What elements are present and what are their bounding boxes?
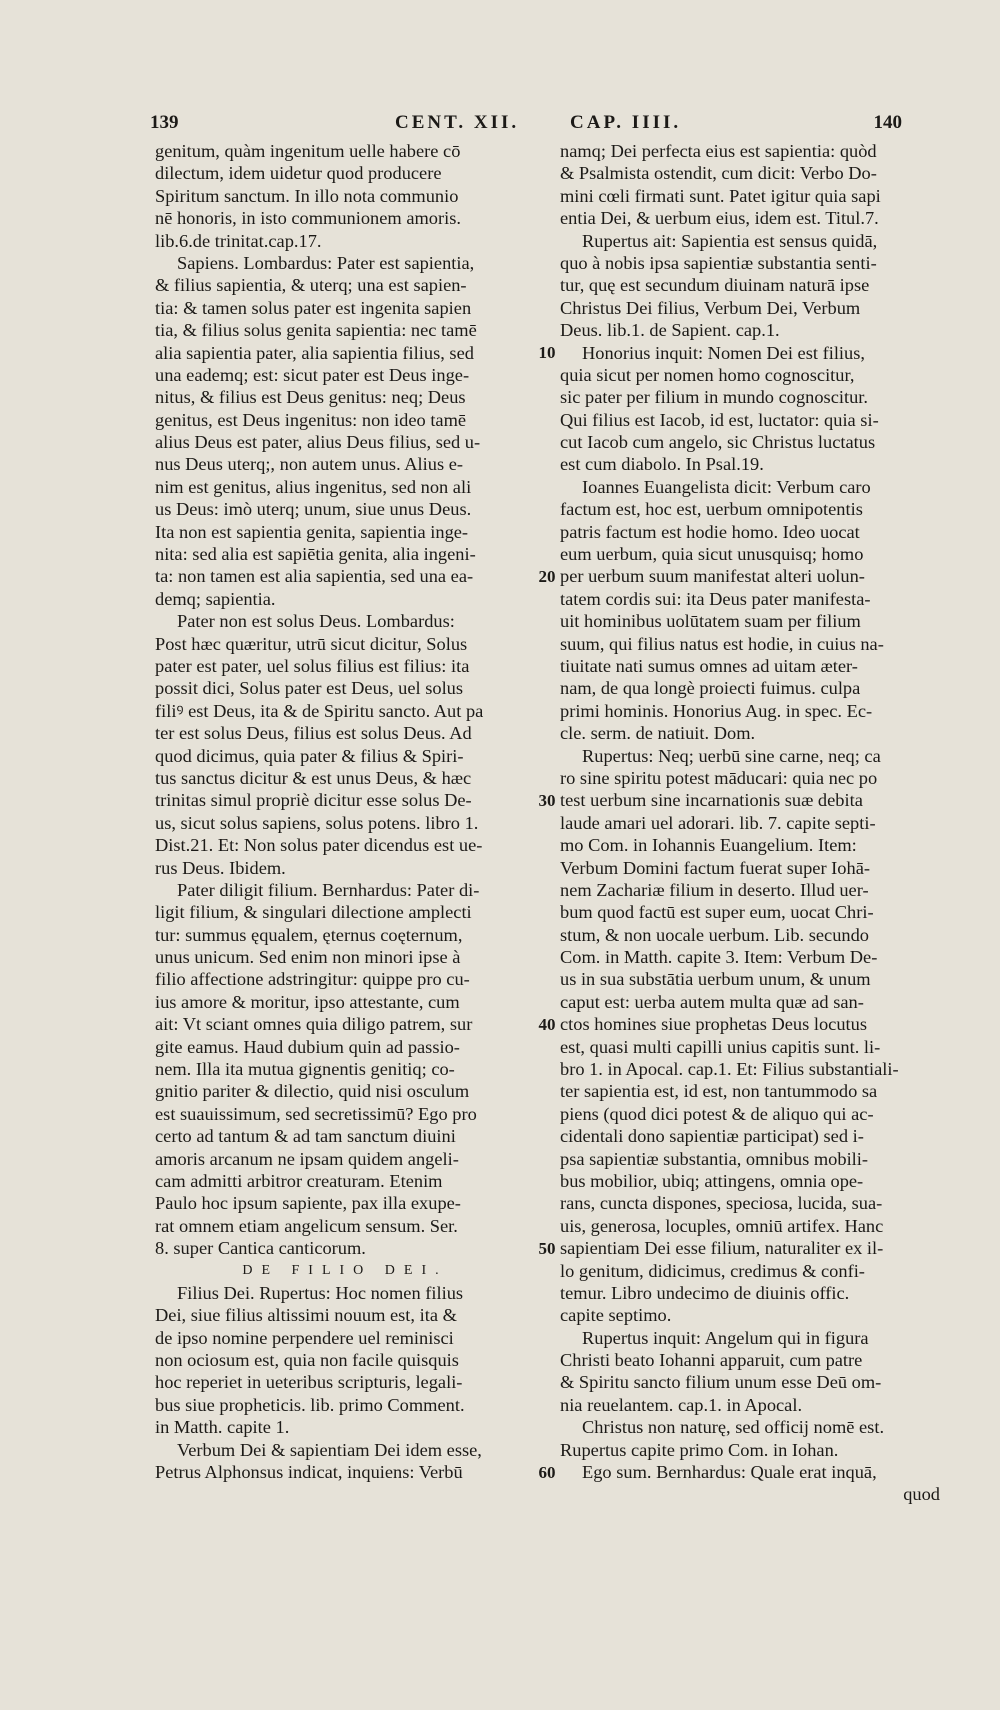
text-line: in Matth. capite 1. xyxy=(155,1417,290,1438)
text-line: filio affectione adstringitur: quippe pro cu- xyxy=(155,969,470,990)
text-line: non ociosum est, quia non facile quisquis xyxy=(155,1350,459,1371)
text-line: & Psalmista ostendit, cum dicit: Verbo Do- xyxy=(560,163,877,184)
text-line: 8. super Cantica canticorum. xyxy=(155,1238,366,1259)
section-heading: DE FILIO DEI. xyxy=(242,1262,448,1278)
text-line: us in sua substātia uerbum unum, & unum xyxy=(560,969,871,990)
text-line: nus Deus uterq;, non autem unus. Alius e- xyxy=(155,454,464,475)
page-header xyxy=(150,112,902,142)
text-line: est cum diabolo. In Psal.19. xyxy=(560,454,764,475)
text-line: nim est genitus, alius ingenitus, sed non ali xyxy=(155,476,472,497)
text-line: us Deus: imò uterq; unum, siue unus Deus. xyxy=(155,499,472,520)
page-number-left: 139 xyxy=(150,112,179,133)
text-line: est suauissimum, sed secretissimū? Ego pro xyxy=(155,1103,477,1124)
text-line: bro 1. in Apocal. cap.1. Et: Filius substantiali- xyxy=(560,1059,899,1080)
text-line: Verbum Domini factum fuerat super Iohā- xyxy=(560,857,870,878)
text-line: Sapiens. Lombardus: Pater est sapientia, xyxy=(177,252,475,273)
text-line: temur. Libro undecimo de diuinis offic. xyxy=(560,1282,850,1303)
text-line: entia Dei, & uerbum eius, idem est. Titul.7. xyxy=(560,208,879,229)
text-line: nem. Illa ita mutua gignentis genitiq; co- xyxy=(155,1059,455,1080)
text-line: sic pater per filium in mundo cognoscitur. xyxy=(560,387,868,408)
text-line: ter sapientia est, id est, non tantummodo sa xyxy=(560,1081,878,1102)
text-line: genitum, quàm ingenitum uelle habere cō xyxy=(155,141,461,161)
text-line: possit dici, Solus pater est Deus, uel solus xyxy=(155,678,464,699)
text-line: Petrus Alphonsus indicat, inquiens: Verbū xyxy=(155,1462,463,1483)
margin-line-number: 20 xyxy=(538,566,556,586)
text-line: quo à nobis ipsa sapientiæ substantia senti- xyxy=(560,252,877,273)
text-line: amoris arcanum ne ipsam quidem angeli- xyxy=(155,1148,459,1169)
right-text-column xyxy=(560,140,940,1506)
text-line: quia sicut per nomen homo cognoscitur, xyxy=(560,364,855,385)
text-line: caput est: uerba autem multa quæ ad san- xyxy=(560,991,864,1012)
text-line: patris factum est hodie homo. Ideo uocat xyxy=(560,521,860,542)
text-line: Post hæc quæritur, utrū sicut dicitur, Solus xyxy=(155,633,468,654)
text-line: nia reuelantem. cap.1. in Apocal. xyxy=(560,1394,803,1415)
text-line: eum uerbum, quia sicut unusquisq; homo xyxy=(560,544,864,565)
text-line: uit hominibus uolūtatem suam per filium xyxy=(560,611,861,632)
margin-line-number: 50 xyxy=(538,1238,556,1258)
text-line: mini cœli firmati sunt. Patet igitur quia sapi xyxy=(560,185,881,206)
text-line: tatem cordis sui: ita Deus pater manifesta- xyxy=(560,588,871,609)
text-line: per uerbum suum manifestat alteri uolun- xyxy=(560,566,865,587)
text-line: filiꝰ est Deus, ita & de Spiritu sancto. Aut pa xyxy=(155,700,484,721)
text-line: demq; sapientia. xyxy=(155,588,276,609)
text-line: lo genitum, didicimus, credimus & confi- xyxy=(560,1260,865,1281)
text-line: Rupertus ait: Sapientia est sensus quidā, xyxy=(582,230,878,251)
text-line: tus sanctus dicitur & est unus Deus, & hæc xyxy=(155,767,472,788)
text-line: cam admitti arbitror creaturam. Etenim xyxy=(155,1170,443,1191)
text-line: namq; Dei perfecta eius est sapientia: quòd xyxy=(560,141,877,161)
text-line: gnitio pariter & dilectio, quid nisi osculum xyxy=(155,1081,470,1102)
text-line: nem Zachariæ filium in deserto. Illud uer- xyxy=(560,879,869,900)
text-line: una eademq; est: sicut pater est Deus inge- xyxy=(155,364,470,385)
text-line: cle. serm. de natiuit. Dom. xyxy=(560,723,756,744)
text-line: factum est, hoc est, uerbum omnipotentis xyxy=(560,499,863,520)
text-line: de ipso nomine perpendere uel reminisci xyxy=(155,1327,454,1348)
text-line: test uerbum sine incarnationis suæ debita xyxy=(560,790,863,811)
text-line: piens (quod dici potest & de aliquo qui ac- xyxy=(560,1103,874,1124)
text-line: ait: Vt sciant omnes quia diligo patrem, sur xyxy=(155,1014,473,1035)
text-line: Ioannes Euangelista dicit: Verbum caro xyxy=(582,476,871,497)
left-text-column xyxy=(155,140,535,1483)
text-line: ctos homines siue prophetas Deus locutus xyxy=(560,1014,867,1035)
text-line: primi hominis. Honorius Aug. in spec. Ec- xyxy=(560,700,873,721)
text-line: lib.6.de trinitat.cap.17. xyxy=(155,230,322,251)
text-line: tia: & tamen solus pater est ingenita sapien xyxy=(155,297,472,318)
text-line: psa sapientiæ substantia, omnibus mobili- xyxy=(560,1148,869,1169)
text-line: ius amore & moritur, ipso attestante, cum xyxy=(155,991,460,1012)
text-line: rat omnem etiam angelicum sensum. Ser. xyxy=(155,1215,458,1236)
text-line: gite eamus. Haud dubium quin ad passio- xyxy=(155,1036,460,1057)
text-line: Filius Dei. Rupertus: Hoc nomen filius xyxy=(177,1282,464,1303)
margin-line-number: 10 xyxy=(538,342,556,362)
text-line: & filius sapientia, & uterq; una est sapien- xyxy=(155,275,467,296)
text-line: alius Deus est pater, alius Deus filius, sed u- xyxy=(155,432,481,453)
text-line: Deus. lib.1. de Sapient. cap.1. xyxy=(560,320,780,341)
text-line: bus siue propheticis. lib. primo Comment. xyxy=(155,1394,465,1415)
margin-line-number: 60 xyxy=(538,1462,556,1482)
text-line: capite septimo. xyxy=(560,1305,672,1326)
text-line: cut Iacob cum angelo, sic Christus luctatus xyxy=(560,432,876,453)
text-line: est, quasi multi capilli unius capitis sunt. li- xyxy=(560,1036,881,1057)
text-line: Ita non est sapientia genita, sapientia inge- xyxy=(155,521,469,542)
text-line: Dist.21. Et: Non solus pater dicendus est ue- xyxy=(155,835,483,856)
text-line: Pater diligit filium. Bernhardus: Pater di- xyxy=(177,879,480,900)
text-line: ro sine spiritu potest māducari: quia nec po xyxy=(560,767,878,788)
text-line: cidentali dono sapientiæ participat) sed i- xyxy=(560,1126,864,1147)
text-line: us, sicut solus sapiens, solus potens. libro 1. xyxy=(155,812,479,833)
text-line: Christi beato Iohanni apparuit, cum patre xyxy=(560,1350,863,1371)
text-line: Pater non est solus Deus. Lombardus: xyxy=(177,611,455,632)
text-line: Paulo hoc ipsum sapiente, pax illa exupe- xyxy=(155,1193,461,1214)
text-line: Rupertus inquit: Angelum qui in figura xyxy=(582,1327,869,1348)
text-line: pater est pater, uel solus filius est filius: ita xyxy=(155,655,470,676)
running-head-chapter: CAP. IIII. xyxy=(570,112,682,133)
text-line: Verbum Dei & sapientiam Dei idem esse, xyxy=(177,1439,482,1460)
text-line: certo ad tantum & ad tam sanctum diuini xyxy=(155,1126,456,1147)
text-line: ta: non tamen est alia sapientia, sed una ea- xyxy=(155,566,474,587)
text-line: Spiritum sanctum. In illo nota communio xyxy=(155,185,459,206)
text-line: rus Deus. Ibidem. xyxy=(155,857,286,878)
text-line: nita: sed alia est sapiētia genita, alia ingeni- xyxy=(155,544,476,565)
text-line: Christus Dei filius, Verbum Dei, Verbum xyxy=(560,297,861,318)
text-line: rans, cuncta dispones, speciosa, lucida, sua- xyxy=(560,1193,883,1214)
text-line: tur: summus ęqualem, ęternus coęternum, xyxy=(155,924,463,945)
text-line: quod xyxy=(903,1484,940,1505)
text-line: nam, de qua longè proiecti fuimus. culpa xyxy=(560,678,861,699)
text-line: Dei, siue filius altissimi nouum est, ita & xyxy=(155,1305,457,1326)
text-line: unus unicum. Sed enim non minori ipse à xyxy=(155,947,461,968)
text-line: Rupertus: Neq; uerbū sine carne, neq; ca xyxy=(582,745,881,766)
text-line: alia sapientia pater, alia sapientia filius, sed xyxy=(155,342,474,363)
text-line: Honorius inquit: Nomen Dei est filius, xyxy=(582,342,865,363)
text-line: bum quod factū est super eum, uocat Chri- xyxy=(560,902,874,923)
text-line: Com. in Matth. capite 3. Item: Verbum De- xyxy=(560,947,878,968)
text-line: suum, qui filius natus est hodie, in cuius na- xyxy=(560,633,884,654)
text-line: mo Com. in Iohannis Euangelium. Item: xyxy=(560,835,857,856)
margin-line-number: 40 xyxy=(538,1014,556,1034)
margin-line-number: 30 xyxy=(538,790,556,810)
text-line: Rupertus capite primo Com. in Iohan. xyxy=(560,1439,839,1460)
text-line: Qui filius est Iacob, id est, luctator: quia si- xyxy=(560,409,879,430)
text-line: trinitas simul propriè dicitur esse solus De- xyxy=(155,790,472,811)
text-line: ter est solus Deus, filius est solus Deus. Ad xyxy=(155,723,472,744)
text-line: tur, quę est secundum diuinam naturā ipse xyxy=(560,275,870,296)
text-line: tia, & filius solus genita sapientia: nec tamē xyxy=(155,320,477,341)
text-line: & Spiritu sancto filium unum esse Deū om- xyxy=(560,1372,882,1393)
text-line: dilectum, idem uidetur quod producere xyxy=(155,163,442,184)
text-line: bus mobilior, ubiq; attingens, omnia ope- xyxy=(560,1170,864,1191)
text-line: tiuitate nati sumus omnes ad uitam æter- xyxy=(560,655,858,676)
text-line: uis, generosa, locuples, omniū artifex. Hanc xyxy=(560,1215,884,1236)
text-line: stum, & non uocale uerbum. Lib. secundo xyxy=(560,924,870,945)
text-line: nitus, & filius est Deus genitus: neq; Deus xyxy=(155,387,466,408)
text-line: ligit filium, & singulari dilectione amplecti xyxy=(155,902,472,923)
text-line: sapientiam Dei esse filium, naturaliter ex il- xyxy=(560,1238,884,1259)
text-line: Ego sum. Bernhardus: Quale erat inquā, xyxy=(582,1462,877,1483)
running-head-century: CENT. XII. xyxy=(395,112,520,133)
text-line: nē honoris, in isto communionem amoris. xyxy=(155,208,461,229)
text-line: laude amari uel adorari. lib. 7. capite septi- xyxy=(560,812,876,833)
text-line: hoc reperiet in ueteribus scripturis, legali- xyxy=(155,1372,463,1393)
page-number-right: 140 xyxy=(873,112,902,133)
text-line: quod dicimus, quia pater & filius & Spiri- xyxy=(155,745,464,766)
text-line: genitus, est Deus ingenitus: non ideo tamē xyxy=(155,409,467,430)
text-line: Christus non naturę, sed officij nomē est. xyxy=(582,1417,885,1438)
